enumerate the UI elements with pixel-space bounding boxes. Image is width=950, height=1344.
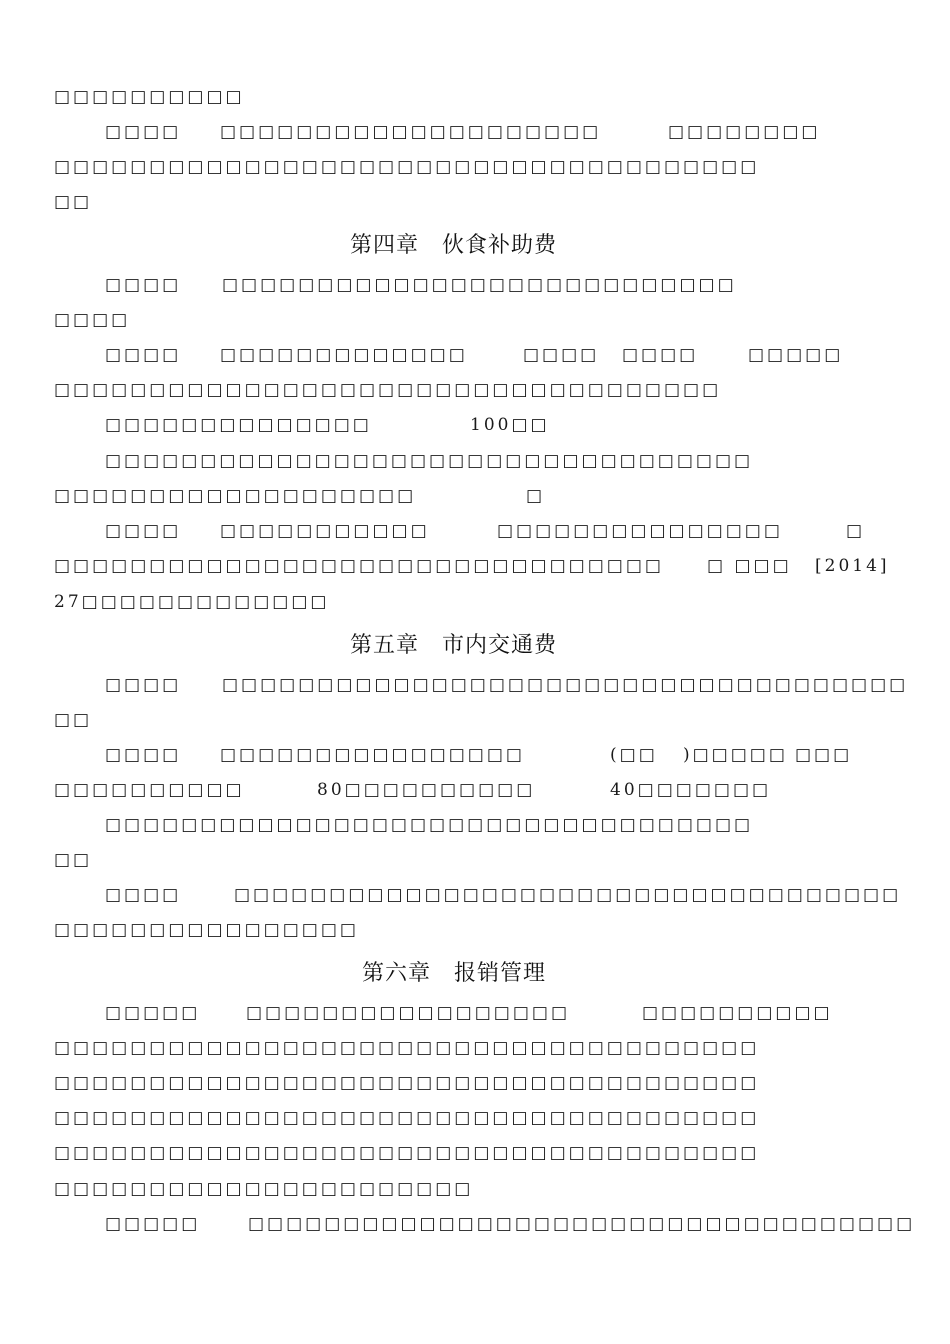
text-line: □□□□□□□□□□□ — [220, 521, 430, 541]
article-label: □□□□ — [105, 122, 182, 142]
chapter-heading: 第五章 市内交通费 — [350, 633, 558, 658]
text-line: □□□□□□□□□□□□□ — [220, 345, 468, 365]
document-number: [2014] — [815, 556, 890, 576]
text-line: □□□□□□□□□□□□□□□□□□□□□□□□□□□□□□□□□□□ — [54, 380, 722, 400]
text-line: □□□ — [795, 745, 853, 765]
text-line: □□□□□□□□□□□□□□ — [105, 415, 372, 435]
text-line: □□□□ — [523, 345, 600, 365]
text-line: □□□□□□□□□□□□□□□□□□□ — [54, 486, 417, 506]
text-line: □□□□ — [622, 345, 699, 365]
text-line: □□□□□□□□□□□□□□□□□□□□□□□□□□□□□□□□□□□□□ — [54, 157, 760, 177]
text-line: □□□□□□□□□□□□□□□□□□□□□□ — [54, 1179, 474, 1199]
article-label: □□□□ — [105, 675, 182, 695]
text-line: □□□□□□□□□□ — [54, 87, 245, 107]
article-label: □□□□ — [105, 885, 182, 905]
article-label: □□□□ — [105, 521, 182, 541]
text-line: (□□ )□□□□□ — [610, 745, 788, 765]
text-line: □□□□□□□□□□ — [642, 1003, 833, 1023]
chapter-heading: 第六章 报销管理 — [362, 961, 547, 986]
amount-text: 40□□□□□□□ — [610, 780, 772, 800]
text-line: □□□□□□□□□□□□□□□□ — [54, 920, 359, 940]
chapter-heading: 第四章 伙食补助费 — [350, 233, 558, 258]
text-line: □□□□□□□□□□□□□□□□□□□□□□□□□□□□□□□□□□ — [105, 815, 754, 835]
text-line: □□□□□□□□□□□□□□□□□□□□ — [220, 122, 602, 142]
text-line: □□□□□□□□□□□□□□□□□ — [246, 1003, 571, 1023]
article-label: □□□□ — [105, 275, 182, 295]
text-line: □□□□□□□□□□□□□□□□□□□□□□□□□□□□□□□□□□ — [105, 451, 754, 471]
text-line: □□□□□□□□□□□□□□□□□□□□□□□□□□□□□□□□□□□□□ — [54, 1108, 760, 1128]
text-line: □□□□□□□□□□□□□□□□□□□□□□□□□□□□□□□□□□□□□ — [54, 1038, 760, 1058]
text-line: 27□□□□□□□□□□□□□ — [54, 592, 330, 612]
article-label: □□□□ — [105, 345, 182, 365]
text-line: □□□□□ — [748, 345, 844, 365]
text-line: □□□□□□□□ — [668, 122, 821, 142]
text-line: □□□□□□□□□□□□□□□□□□□□□□□□□□□ — [222, 275, 737, 295]
text-line: □□□□ — [54, 310, 131, 330]
text-line: □□ — [54, 192, 93, 212]
text-line: □□□□□□□□□□□□□□□ — [497, 521, 783, 541]
text-line: □ — [526, 486, 546, 506]
text-line: □□□□□□□□□□□□□□□□□□□□□□□□□□□□□□□□□□□□□ — [54, 1143, 760, 1163]
text-line: □□ — [54, 710, 93, 730]
text-line: □□□□□□□□□□ — [54, 780, 245, 800]
text-line: □ □□□ — [707, 556, 792, 576]
text-line: □□□□□□□□□□□□□□□□ — [220, 745, 525, 765]
article-label: □□□□□ — [105, 1214, 201, 1234]
article-label: □□□□ — [105, 745, 182, 765]
text-line: □□ — [54, 850, 93, 870]
text-line: □□□□□□□□□□□□□□□□□□□□□□□□□□□□□□□□□□□ — [234, 885, 902, 905]
amount-text: 80□□□□□□□□□□ — [317, 780, 536, 800]
text-line: □□□□□□□□□□□□□□□□□□□□□□□□□□□□□□□□□□□□ — [222, 675, 909, 695]
text-line: □□□□□□□□□□□□□□□□□□□□□□□□□□□□□□□□□□□□□ — [54, 1073, 760, 1093]
article-label: □□□□□ — [105, 1003, 201, 1023]
text-line: □□□□□□□□□□□□□□□□□□□□□□□□□□□□□□□□□□□ — [248, 1214, 916, 1234]
amount-text: 100□□ — [470, 415, 550, 435]
text-line: □□□□□□□□□□□□□□□□□□□□□□□□□□□□□□□□ — [54, 556, 664, 576]
text-line: □ — [846, 521, 866, 541]
